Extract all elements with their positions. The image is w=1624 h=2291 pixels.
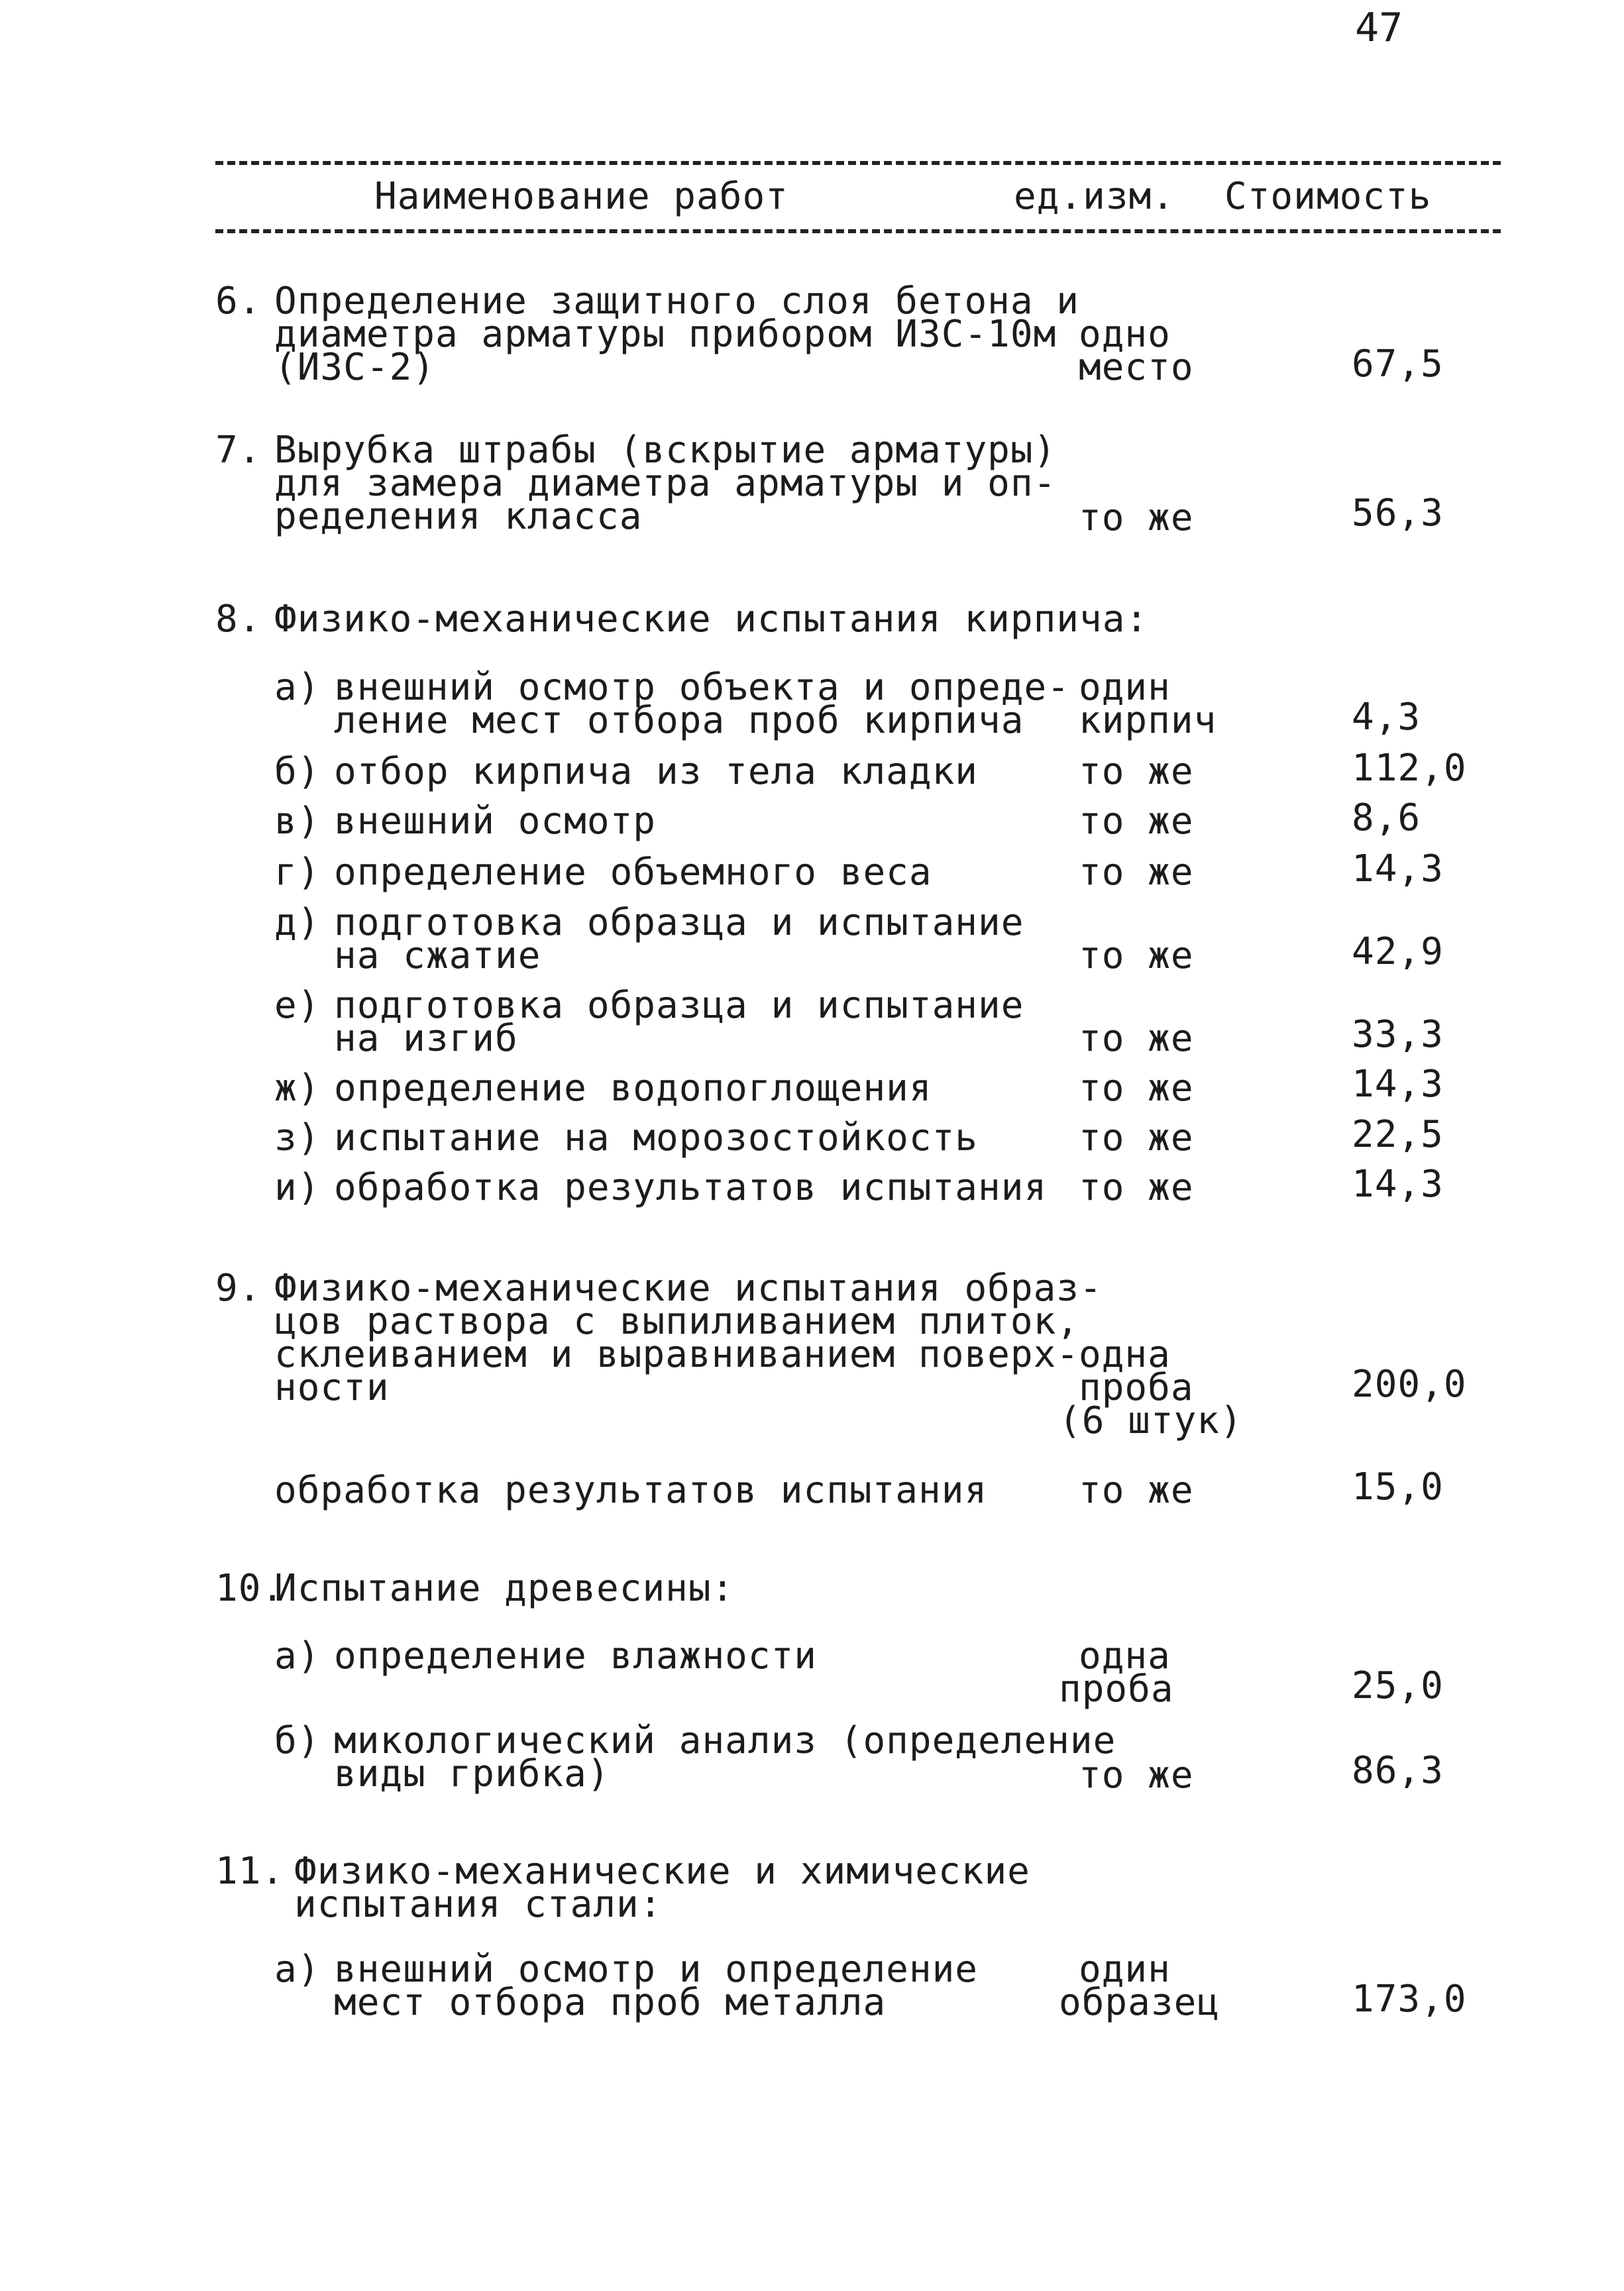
item-10b-line-1: микологический анализ (определение [334,1719,1116,1762]
item-8zh-cost: 14,3 [1352,1063,1444,1106]
item-8g-text: определение объемного веса [334,851,932,894]
item-8d-line-2: на сжатие [334,934,541,977]
item-9-number: 9. [215,1267,262,1310]
item-8v-text: внешний осмотр [334,800,657,843]
item-8b-text: отбор кирпича из тела кладки [334,750,979,793]
item-10a-cost: 25,0 [1352,1664,1444,1707]
item-8a-unit-1: один [1079,666,1171,709]
item-8-title: Физико-механические испытания кирпича: [274,598,1149,641]
item-9-sub-text: обработка результатов испытания [274,1469,988,1512]
item-8d-unit: то же [1079,934,1194,977]
item-8b-cost: 112,0 [1352,747,1467,790]
item-9-line-4: ности [274,1366,390,1409]
item-8i-cost: 14,3 [1352,1163,1444,1206]
item-11a-line-1: внешний осмотр и определение [334,1948,979,1991]
item-7-line-1: Вырубка штрабы (вскрытие арматуры) [274,429,1057,472]
item-8a-cost: 4,3 [1352,696,1421,739]
item-11a-cost: 173,0 [1352,1978,1467,2021]
item-9-line-2: цов раствора с выпиливанием плиток, [274,1300,1080,1343]
item-8a-letter: а) [274,666,321,709]
item-8a-line-1: внешний осмотр объекта и опреде- [334,666,1070,709]
item-10a-letter: а) [274,1634,321,1678]
item-7-line-2: для замера диаметра арматуры и оп- [274,462,1057,505]
item-6-cost: 67,5 [1352,343,1444,386]
item-8g-letter: г) [274,851,321,894]
item-6-unit-1: одно [1079,313,1171,356]
item-8v-unit: то же [1079,800,1194,843]
item-11-line-1: Физико-механические и химические [294,1850,1030,1893]
item-8zh-letter: ж) [274,1067,321,1110]
item-9-cost: 200,0 [1352,1363,1467,1406]
item-9-sub-cost: 15,0 [1352,1465,1444,1509]
item-9-unit-2: проба [1079,1366,1194,1409]
header-top-rule [215,161,1501,165]
header-cost: Стоимость [1224,175,1432,218]
item-8-number: 8. [215,598,262,641]
item-8g-cost: 14,3 [1352,847,1444,890]
item-8e-cost: 33,3 [1352,1013,1444,1056]
item-10b-letter: б) [274,1719,321,1762]
item-6-unit-2: место [1079,346,1194,389]
item-6-line-3: (ИЗС-2) [274,346,436,389]
item-8b-unit: то же [1079,750,1194,793]
item-9-line-3: склеиванием и выравниванием поверх- [274,1333,1080,1376]
item-8e-letter: е) [274,984,321,1027]
item-8z-text: испытание на морозостойкость [334,1116,979,1159]
item-8i-text: обработка результатов испытания [334,1166,1048,1209]
header-unit: ед.изм. [1014,175,1175,218]
item-8z-cost: 22,5 [1352,1113,1444,1156]
item-8e-line-1: подготовка образца и испытание [334,984,1024,1027]
item-8a-unit-2: кирпич [1079,699,1217,742]
item-8i-letter: и) [274,1166,321,1209]
item-8a-line-2: ление мест отбора проб кирпича [334,699,1024,742]
item-8d-cost: 42,9 [1352,930,1444,973]
item-10a-text: определение влажности [334,1634,818,1678]
item-9-unit-1: одна [1079,1333,1171,1376]
item-6-line-2: диаметра арматуры прибором ИЗС-10м [274,313,1057,356]
item-6-line-1: Определение защитного слоя бетона и [274,280,1080,323]
item-9-line-1: Физико-механические испытания образ- [274,1267,1103,1310]
item-8g-unit: то же [1079,851,1194,894]
page-number: 47 [1355,5,1403,51]
item-8d-letter: д) [274,901,321,944]
item-8zh-text: определение водопоглощения [334,1067,932,1110]
item-11a-line-2: мест отбора проб металла [334,1981,887,2024]
item-10b-unit: то же [1079,1754,1194,1797]
item-8v-cost: 8,6 [1352,796,1421,839]
item-8e-unit: то же [1079,1017,1194,1060]
item-7-number: 7. [215,429,262,472]
item-9-unit-3: (6 штук) [1059,1399,1243,1442]
item-11a-letter: а) [274,1948,321,1991]
item-10a-unit-1: одна [1079,1634,1171,1678]
item-8i-unit: то же [1079,1166,1194,1209]
header-name: Наименование работ [374,175,788,218]
item-11a-unit-1: один [1079,1948,1171,1991]
item-9-sub-unit: то же [1079,1469,1194,1512]
item-8z-letter: з) [274,1116,321,1159]
item-10-title: Испытание древесины: [274,1567,735,1610]
item-8z-unit: то же [1079,1116,1194,1159]
item-8zh-unit: то же [1079,1067,1194,1110]
header-bottom-rule [215,229,1501,233]
item-7-cost: 56,3 [1352,492,1444,535]
item-7-line-3: ределения класса [274,495,643,538]
item-10a-unit-2: проба [1059,1668,1174,1711]
item-7-unit: то же [1079,496,1194,539]
item-8b-letter: б) [274,750,321,793]
item-10b-cost: 86,3 [1352,1749,1444,1792]
item-11-number: 11. [215,1850,285,1893]
item-6-number: 6. [215,280,262,323]
item-10b-line-2: виды грибка) [334,1752,610,1795]
item-11a-unit-2: образец [1059,1981,1220,2024]
item-11-line-2: испытания стали: [294,1883,663,1926]
item-8e-line-2: на изгиб [334,1017,518,1060]
item-8d-line-1: подготовка образца и испытание [334,901,1024,944]
item-8v-letter: в) [274,800,321,843]
item-10-number: 10. [215,1567,285,1610]
